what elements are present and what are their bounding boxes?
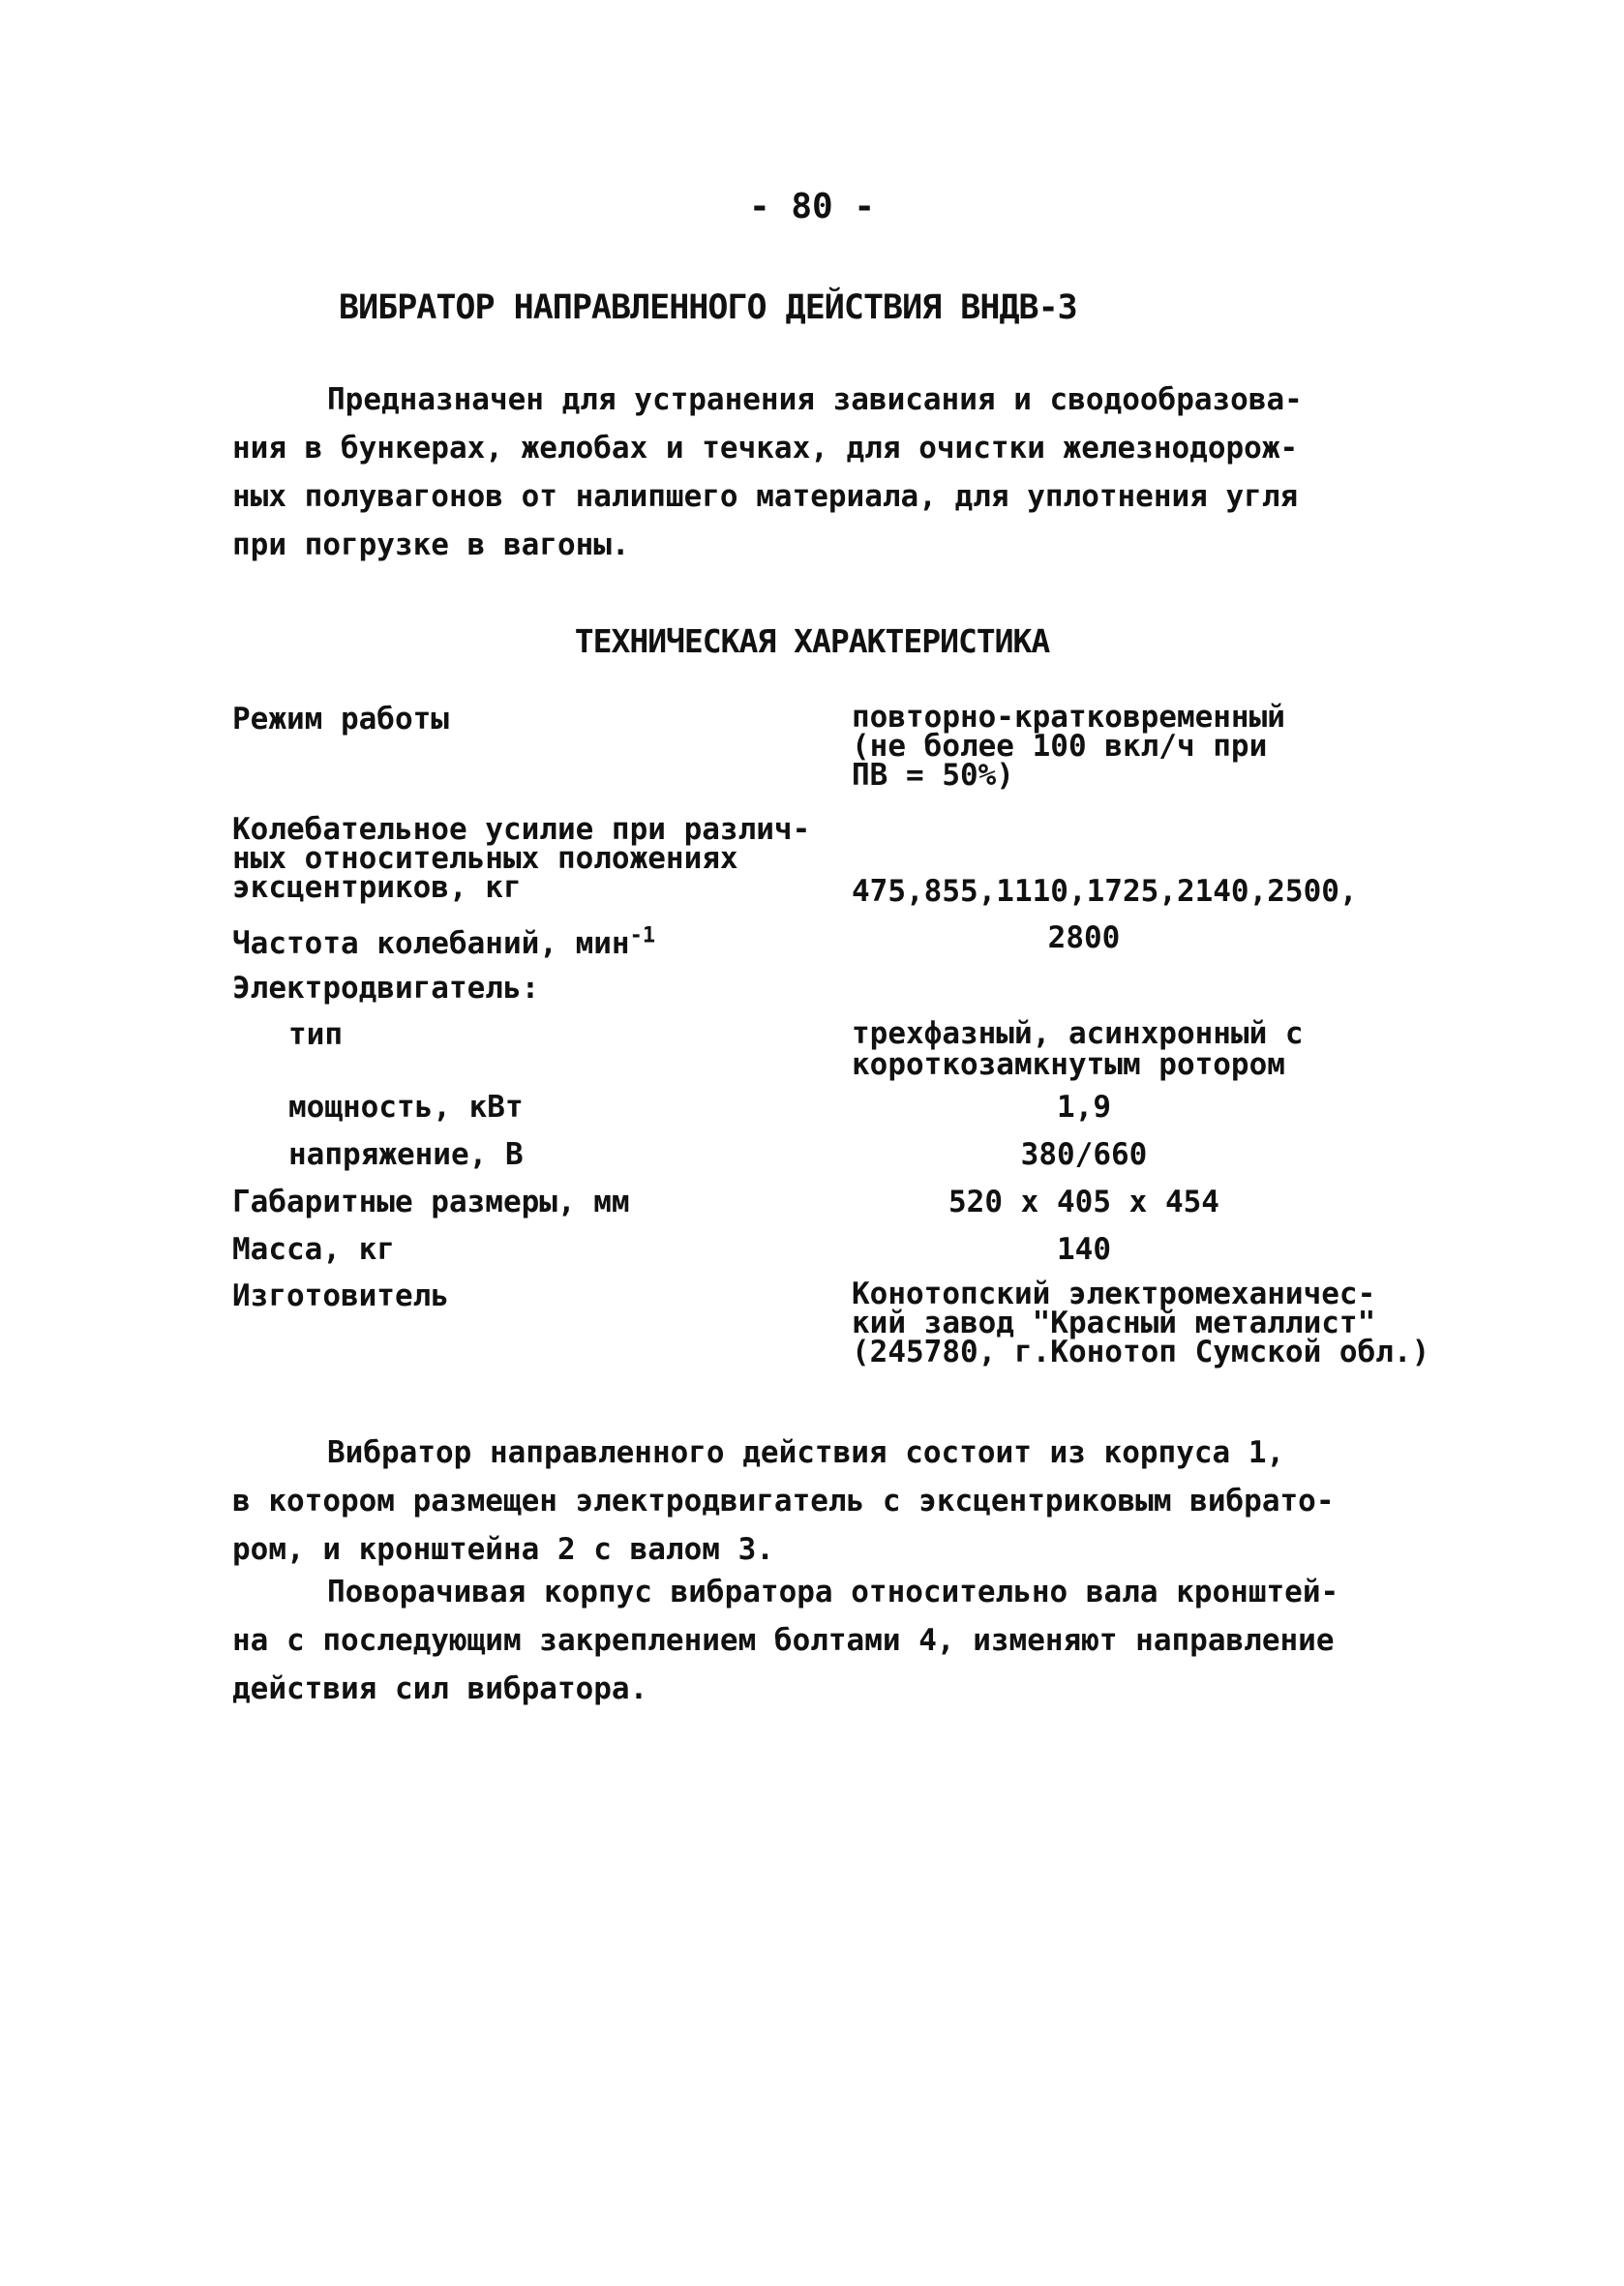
spec-motor-label: Электродвигатель: <box>232 971 540 1006</box>
description-paragraph-2 <box>232 1568 1442 1713</box>
page-number: - 80 - <box>748 187 876 226</box>
spec-manufacturer-value-line: (245780, г.Конотоп Сумской обл.) <box>852 1335 1430 1369</box>
spec-motor-voltage-value: 380/660 <box>1020 1137 1148 1172</box>
spec-motor-voltage-label: напряжение, В <box>288 1137 524 1172</box>
description-paragraph <box>232 1429 1442 1574</box>
spec-mode-value-line: (не более 100 вкл/ч при <box>852 729 1268 764</box>
description-line: Вибратор направленного действия состоит из корпуса 1, <box>327 1435 1285 1470</box>
spec-mode-value-line: ПВ = 50%) <box>852 758 1014 793</box>
spec-frequency-label-sup: -1 <box>629 923 656 948</box>
spec-mode-label: Режим работы <box>232 702 449 737</box>
spec-force-label-line: ных относительных положениях <box>232 841 738 876</box>
spec-manufacturer-value <box>852 1279 1429 1367</box>
intro-line: ния в бункерах, желобах и течках, для очистки железнодорож- <box>232 431 1299 466</box>
spec-mass-value: 140 <box>1057 1232 1111 1267</box>
spec-dimensions-label: Габаритные размеры, мм <box>232 1185 630 1219</box>
intro-paragraph <box>232 376 1394 569</box>
spec-force-value: 475,855,1110,1725,2140,2500, <box>852 874 1358 909</box>
description-line: ром, и кронштейна 2 с валом 3. <box>232 1532 774 1567</box>
spec-frequency-value: 2800 <box>1047 920 1121 955</box>
spec-motor-type-value <box>852 1018 1304 1080</box>
intro-line: ных полувагонов от налипшего материала, для уплотнения угля <box>232 479 1299 514</box>
spec-manufacturer-label: Изготовитель <box>232 1278 449 1313</box>
spec-frequency-label-text: Частота колебаний, мин <box>232 926 630 961</box>
spec-motor-type-value-line: трехфазный, асинхронный с <box>852 1016 1304 1051</box>
spec-motor-type-label: тип <box>288 1017 343 1052</box>
spec-force-label <box>232 812 811 905</box>
spec-frequency-label <box>232 923 656 961</box>
spec-force-label-line: эксцентриков, кг <box>232 870 522 905</box>
spec-motor-power-value: 1,9 <box>1057 1090 1111 1125</box>
description-line: в котором размещен электродвигатель с эксцентриковым вибрато- <box>232 1484 1335 1519</box>
spec-mass-label: Масса, кг <box>232 1232 395 1267</box>
spec-mode-value <box>852 700 1285 793</box>
spec-motor-power-label: мощность, кВт <box>288 1090 524 1125</box>
spec-dimensions-value: 520 х 405 х 454 <box>948 1185 1219 1219</box>
spec-motor-type-value-line: короткозамкнутым ротором <box>852 1047 1285 1082</box>
spec-force-label-line: Колебательное усилие при различ- <box>232 812 811 847</box>
spec-mode-value-line: повторно-кратковременный <box>852 700 1285 735</box>
section-title: ТЕХНИЧЕСКАЯ ХАРАКТЕРИСТИКА <box>574 622 1050 660</box>
description-line: действия сил вибратора. <box>232 1671 648 1706</box>
spec-manufacturer-value-line: Конотопский электромеханичес- <box>852 1277 1376 1311</box>
description-line: на с последующим закреплением болтами 4, изменяют направление <box>232 1623 1335 1658</box>
spec-manufacturer-value-line: кий завод "Красный металлист" <box>852 1306 1376 1340</box>
intro-line: при погрузке в вагоны. <box>232 527 630 562</box>
description-line: Поворачивая корпус вибратора относительно вала кронштей- <box>327 1575 1339 1609</box>
intro-line: Предназначен для устранения зависания и сводообразова- <box>327 382 1303 417</box>
document-title: ВИБРАТОР НАПРАВЛЕННОГО ДЕЙСТВИЯ ВНДВ-3 <box>339 288 1077 327</box>
